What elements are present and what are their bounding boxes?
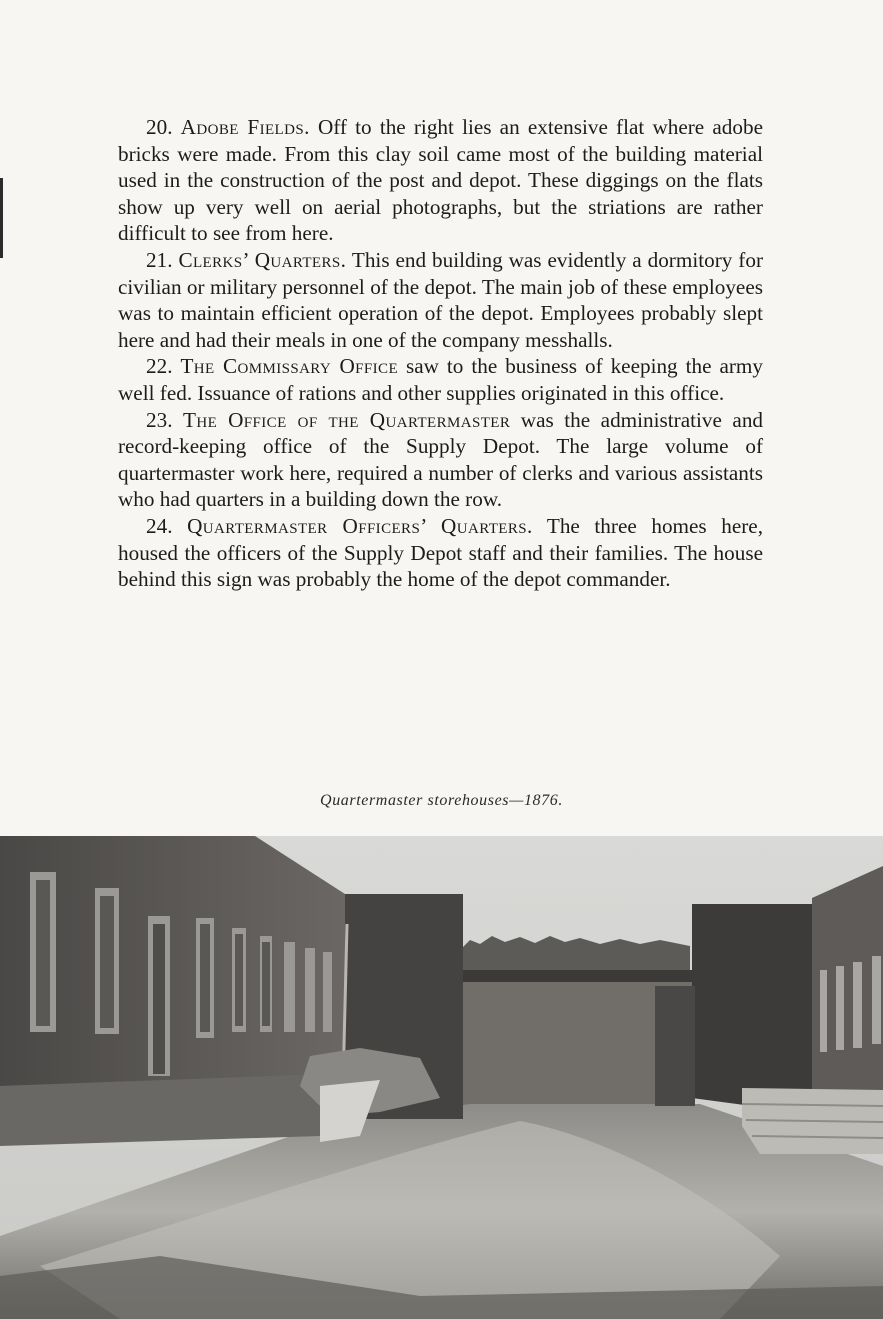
page-edge-shadow — [0, 178, 3, 258]
entry-heading: The Commissary Office — [180, 354, 399, 379]
entry-21 — [118, 247, 763, 353]
entry-number: 20. — [146, 115, 173, 139]
entry-heading: Quartermaster Officers’ Quarters. — [187, 513, 533, 538]
entry-text: The three homes here, housed the officers of the Supply Depot staff and their families. The house behind this sign was probably the home of the depot commander. — [118, 513, 763, 592]
entry-20 — [118, 114, 763, 247]
photo-caption: Quartermaster storehouses—1876. — [320, 792, 563, 809]
entry-number: 23. — [146, 407, 173, 432]
body-text — [118, 114, 763, 593]
storehouse-photograph — [0, 836, 883, 1319]
entry-number: 22. — [146, 354, 173, 379]
entry-heading: Adobe Fields. — [180, 115, 310, 139]
entry-23 — [118, 407, 763, 513]
entry-text: This end building was evidently a dormitory for civilian or military personnel of the depot. The main job of these employees was to maintain efficient operation of the depot. Employees probably slept here and had their meals in one of the company messhalls. — [118, 247, 764, 352]
entry-text: saw to the business of keeping the army well fed. Issuance of rations and other supplies originated in this office. — [118, 354, 763, 405]
entry-22 — [118, 353, 763, 406]
photo-illustration — [0, 836, 883, 1319]
entry-text: was the administrative and record-keeping office of the Supply Depot. The large volume of quartermaster work here, required a number of clerks and various assistants who had quarters in a building down the row. — [118, 407, 764, 512]
entry-number: 24. — [146, 513, 173, 538]
entry-text: Off to the right lies an extensive flat where adobe bricks were made. From this clay soil came most of the building material used in the construction of the post and depot. These diggings on the flats show up very well on aerial photographs, but the striations are rather difficult to see from here. — [118, 115, 763, 246]
entry-heading: Clerks’ Quarters. — [178, 247, 347, 272]
entry-heading: The Office of the Quartermaster — [183, 407, 511, 432]
entry-24 — [118, 513, 763, 593]
entry-number: 21. — [146, 247, 173, 272]
